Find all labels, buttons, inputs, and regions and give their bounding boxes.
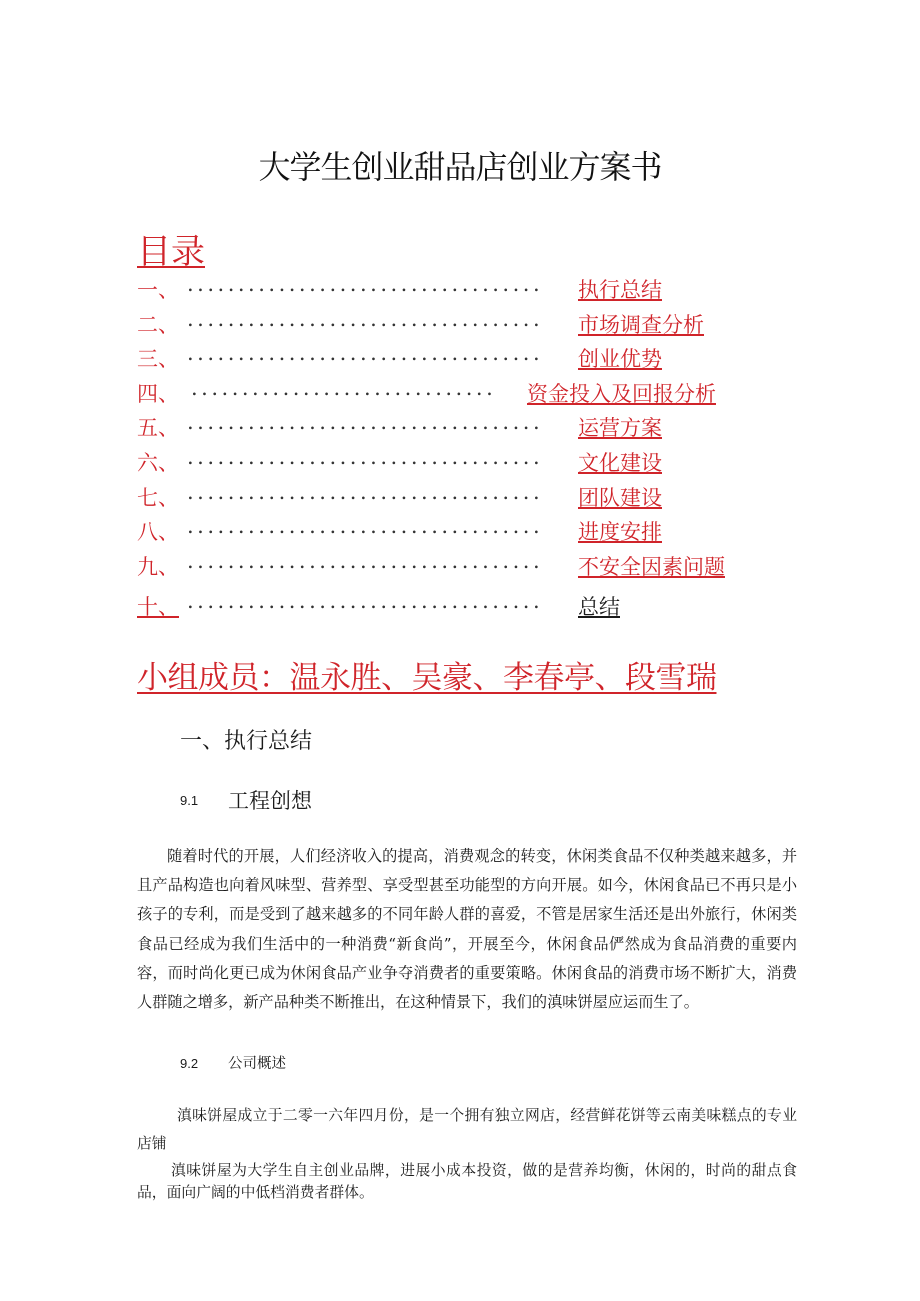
- toc-item-number: 二、: [137, 312, 179, 337]
- subsection-title: 公司概述: [228, 1056, 286, 1072]
- toc-item-number: 九、: [137, 554, 179, 579]
- toc-leader-dots: ...................................: [187, 341, 544, 366]
- subsection-number: 9.1: [180, 792, 199, 808]
- toc-leader-dots: ...................................: [187, 410, 544, 435]
- toc-item-number: 七、: [137, 485, 179, 510]
- toc-leader-dots: ...................................: [187, 272, 544, 296]
- toc-item-number: 十、: [137, 595, 179, 620]
- toc-link-advantages[interactable]: 创业优势: [578, 347, 662, 372]
- body-paragraph: 滇味饼屋成立于二零一六年四月份，是一个拥有独立网店，经营鲜花饼等云南美味糕点的专业店铺: [137, 1107, 797, 1152]
- toc-leader-dots: ...................................: [187, 548, 544, 573]
- toc-leader-dots: ...................................: [187, 514, 544, 539]
- toc-link-team[interactable]: 团队建设: [578, 485, 662, 510]
- toc-item[interactable]: [137, 305, 757, 340]
- toc-link-operations[interactable]: 运营方案: [578, 416, 662, 441]
- toc-leader-dots: ...................................: [187, 589, 544, 614]
- toc-leader-dots: ...................................: [187, 479, 544, 504]
- toc-item-number: 四、: [137, 381, 179, 406]
- subsection-heading: [180, 785, 312, 815]
- toc-leader-dots: ..............................: [191, 375, 497, 400]
- toc-item-number: 八、: [137, 520, 179, 545]
- toc-link-culture[interactable]: 文化建设: [578, 450, 662, 475]
- team-members-heading: 小组成员：温永胜、吴豪、李春亭、段雪瑞: [137, 660, 717, 696]
- toc-link-market-analysis[interactable]: 市场调查分析: [578, 312, 704, 337]
- toc-item-number: 三、: [137, 347, 179, 372]
- toc-link-executive-summary[interactable]: 执行总结: [578, 278, 662, 302]
- subsection-number: 9.2: [180, 1056, 199, 1071]
- toc-heading: 目录: [137, 232, 205, 272]
- toc-link-risks[interactable]: 不安全因素问题: [578, 554, 725, 579]
- toc-item[interactable]: [137, 443, 757, 478]
- toc-item[interactable]: [137, 270, 757, 305]
- body-paragraph: 随着时代的开展，人们经济收入的提高，消费观念的转变，休闲类食品不仅种类越来越多，并且产品构造也向着风味型、营养型、享受型甚至功能型的方向开展。如今，休闲食品已不再只是小孩子的专利，而是受到了越来越多的不同年龄人群的喜爱，不管是居家生活还是出外旅行，休闲类食品已经成为我们生活中的一种消费“新食尚”，开展至今，休闲食品俨然成为食品消费的重要内容，而时尚化更已成为休闲食品产业争夺消费者的重要策略。休闲食品的消费市场不断扩大，消费人群随之增多，新产品种类不断推出，在这种情景下，我们的滇味饼屋应运而生了。: [137, 847, 797, 1012]
- toc-item-number: 六、: [137, 450, 179, 475]
- section-heading: 一、执行总结: [180, 729, 313, 754]
- toc-link-schedule[interactable]: 进度安排: [578, 520, 662, 545]
- toc-item-number: 一、: [137, 278, 179, 302]
- document-title: 大学生创业甜品店创业方案书: [258, 148, 662, 186]
- toc-item[interactable]: [137, 512, 757, 547]
- subsection-heading: [180, 1052, 286, 1073]
- toc-item[interactable]: [137, 587, 757, 622]
- toc-item[interactable]: [137, 478, 757, 513]
- toc-leader-dots: ...................................: [187, 444, 544, 469]
- table-of-contents: [137, 270, 757, 622]
- toc-item-number: 五、: [137, 416, 179, 441]
- toc-item[interactable]: [137, 374, 757, 409]
- toc-link-investment[interactable]: 资金投入及回报分析: [527, 381, 716, 406]
- toc-link-summary[interactable]: 总结: [578, 595, 620, 620]
- toc-leader-dots: ...................................: [187, 306, 544, 331]
- subsection-title: 工程创想: [228, 789, 312, 813]
- toc-item[interactable]: [137, 339, 757, 374]
- toc-item[interactable]: [137, 408, 757, 443]
- toc-item[interactable]: [137, 547, 757, 582]
- body-paragraph: 滇味饼屋为大学生自主创业品牌，进展小成本投资，做的是营养均衡，休闲的，时尚的甜点食品，面向广阔的中低档消费者群体。: [137, 1162, 797, 1201]
